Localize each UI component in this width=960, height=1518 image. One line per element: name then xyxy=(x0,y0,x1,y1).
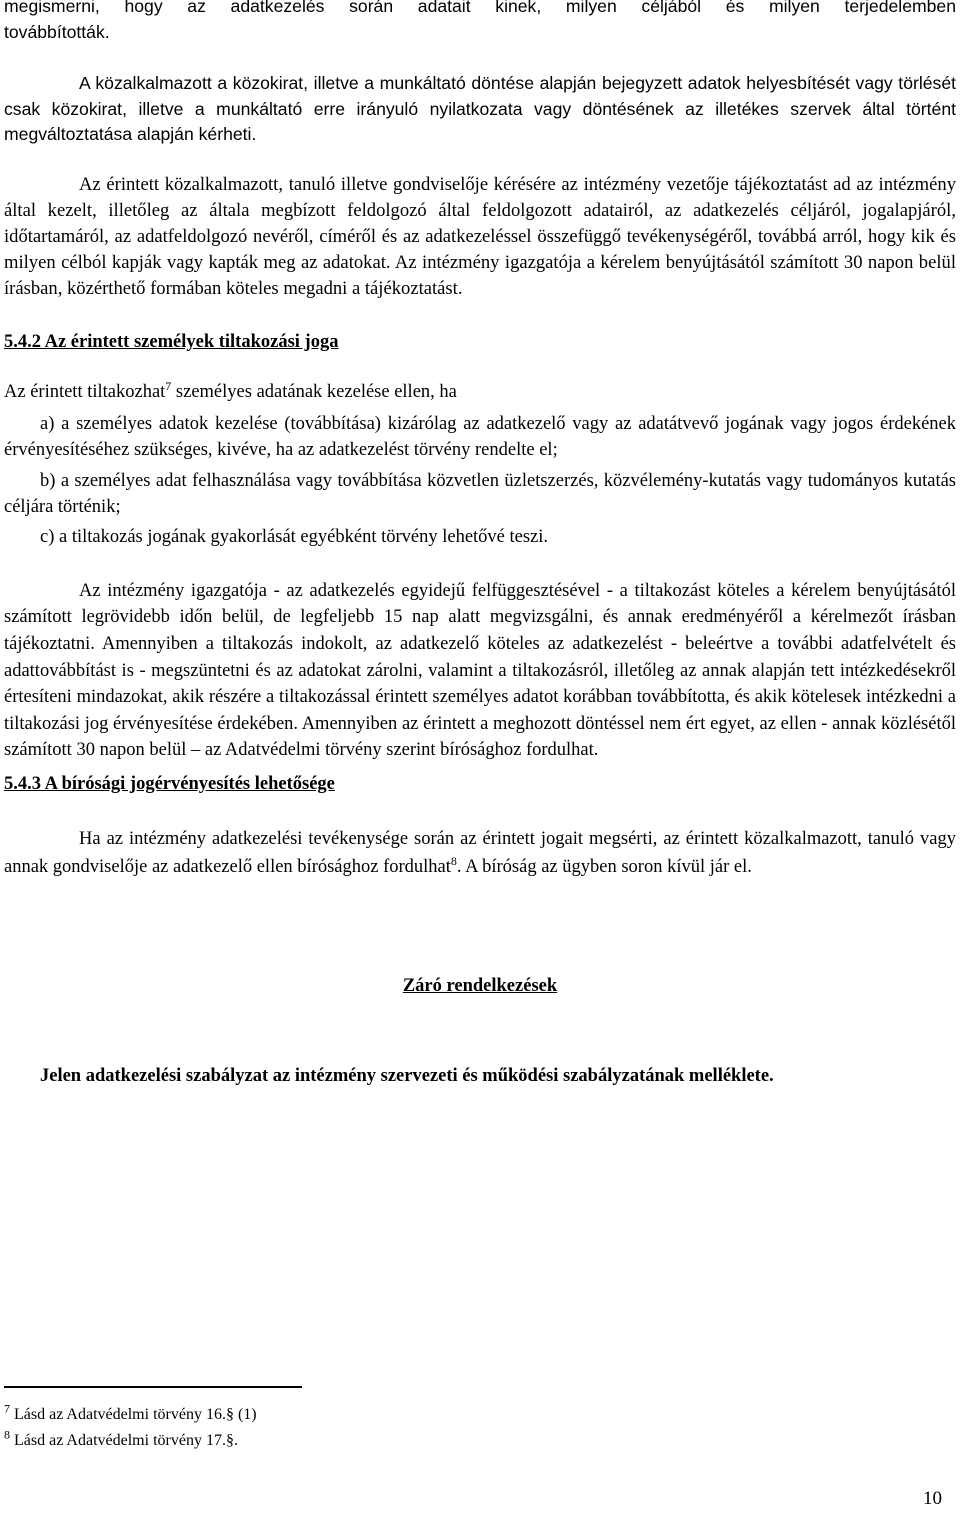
closing-heading: Záró rendelkezések xyxy=(402,976,558,997)
objection-lead-after: személyes adatának kezelése ellen, ha xyxy=(171,382,457,403)
court-paragraph xyxy=(4,826,956,881)
objection-lead-before: Az érintett tiltakozhat xyxy=(4,382,166,403)
footnote-7-number: 7 xyxy=(4,1401,10,1416)
footnotes xyxy=(4,1402,257,1454)
intro-line-2: továbbították. xyxy=(4,21,110,42)
footnote-8 xyxy=(4,1428,257,1454)
court-text-after: . A bíróság az ügyben soron kívül jár el. xyxy=(456,856,752,877)
section-543-heading: 5.4.3 A bírósági jogérvényesítés lehetősége xyxy=(4,773,335,794)
footnote-ref-7: 7 xyxy=(165,379,172,394)
objection-procedure-paragraph: Az intézmény igazgatója - az adatkezelés egyidejű felfüggesztésével - a tiltakozást köteles a kérelem benyújtásától számított legrövidebb időn belül, de legfeljebb 15 nap alatt megvizsgálni, és annak eredményéről a kérelmezőt írásban tájékoztatni. Amennyiben a tiltakozás indokolt, az adatkezelő köteles az adatkezelést - beleértve a további adatfelvételt és adattovábbítást is - megszüntetni és az adatokat zárolni, valamint a tiltakozásról, illetőleg az annak alapján tett intézkedésekről értesíteni mindazokat, akik részére a tiltakozással érintett személyes adatot korábban továbbította, és akik kötelesek intézkedni a tiltakozási jog érvényesítése érdekében. Amennyiben az érintett a meghozott döntéssel nem ért egyet, az ellen - annak közlésétől számított 30 napon belül – az Adatvédelmi törvény szerint bírósághoz fordulhat. xyxy=(4,580,956,761)
footnote-7-text: Lásd az Adatvédelmi törvény 16.§ (1) xyxy=(10,1406,257,1423)
correction-paragraph: A közalkalmazott a közokirat, illetve a munkáltató döntése alapján bejegyzett adatok helyesbítését vagy törlését csak közokirat, illetve a munkáltató erre irányuló nyilatkozata vagy döntésének az illetékes szervek által történt megváltoztatása alapján kérheti. xyxy=(4,73,956,144)
intro-paragraph xyxy=(4,0,956,45)
page-number: 10 xyxy=(923,1488,942,1509)
footnote-8-text: Lásd az Adatvédelmi törvény 17.§. xyxy=(10,1432,238,1449)
section-542-heading: 5.4.2 Az érintett személyek tiltakozási joga xyxy=(4,331,339,352)
document-page xyxy=(4,0,956,1090)
information-paragraph: Az érintett közalkalmazott, tanuló illetve gondviselője kérésére az intézmény vezetője tájékoztatást ad az intézmény által kezelt, illetőleg az általa megbízott feldolgozó által feldolgozott adatairól, az adatkezelés céljáról, jogalapjáról, időtartamáról, az adatfeldolgozó nevéről, címéről és az adatkezeléssel összefüggő tevékenységéről, továbbá arról, hogy kik és milyen célból kapják vagy kapták meg az adatokat. Az intézmény igazgatója a kérelem benyújtásától számított 30 napon belül írásban, közérthető formában köteles megadni a tájékoztatást. xyxy=(4,173,956,299)
footnote-ref-8: 8 xyxy=(450,853,457,868)
objection-item-c: c) a tiltakozás jogának gyakorlását egyébként törvény lehetővé teszi. xyxy=(40,527,549,548)
footnote-divider xyxy=(4,1386,302,1388)
objection-lead xyxy=(4,380,956,405)
footnote-8-number: 8 xyxy=(4,1427,10,1442)
objection-item-a: a) a személyes adatok kezelése (továbbítása) kizárólag az adatkezelő vagy az adatátvevő jogának vagy jogos érdekének érvényesítéséhez szükséges, kivéve, ha az adatkezelést törvény rendelte el; xyxy=(4,413,956,461)
court-text-before: Ha az intézmény adatkezelési tevékenysége során az érintett jogait megsérti, az érintett közalkalmazott, tanuló vagy annak gondviselője az adatkezelő ellen bírósághoz fordulhat xyxy=(4,829,956,877)
closing-text: Jelen adatkezelési szabályzat az intézmény szervezeti és működési szabályzatának melléklete. xyxy=(40,1065,774,1086)
footnote-7 xyxy=(4,1402,257,1428)
objection-item-b: b) a személyes adat felhasználása vagy továbbítása közvetlen üzletszerzés, közvélemény-kutatás vagy tudományos kutatás céljára történik; xyxy=(4,470,956,517)
intro-line-1: megismerni, hogy az adatkezelés során adatait kinek, milyen céljából és milyen terjedelemben xyxy=(4,0,956,16)
